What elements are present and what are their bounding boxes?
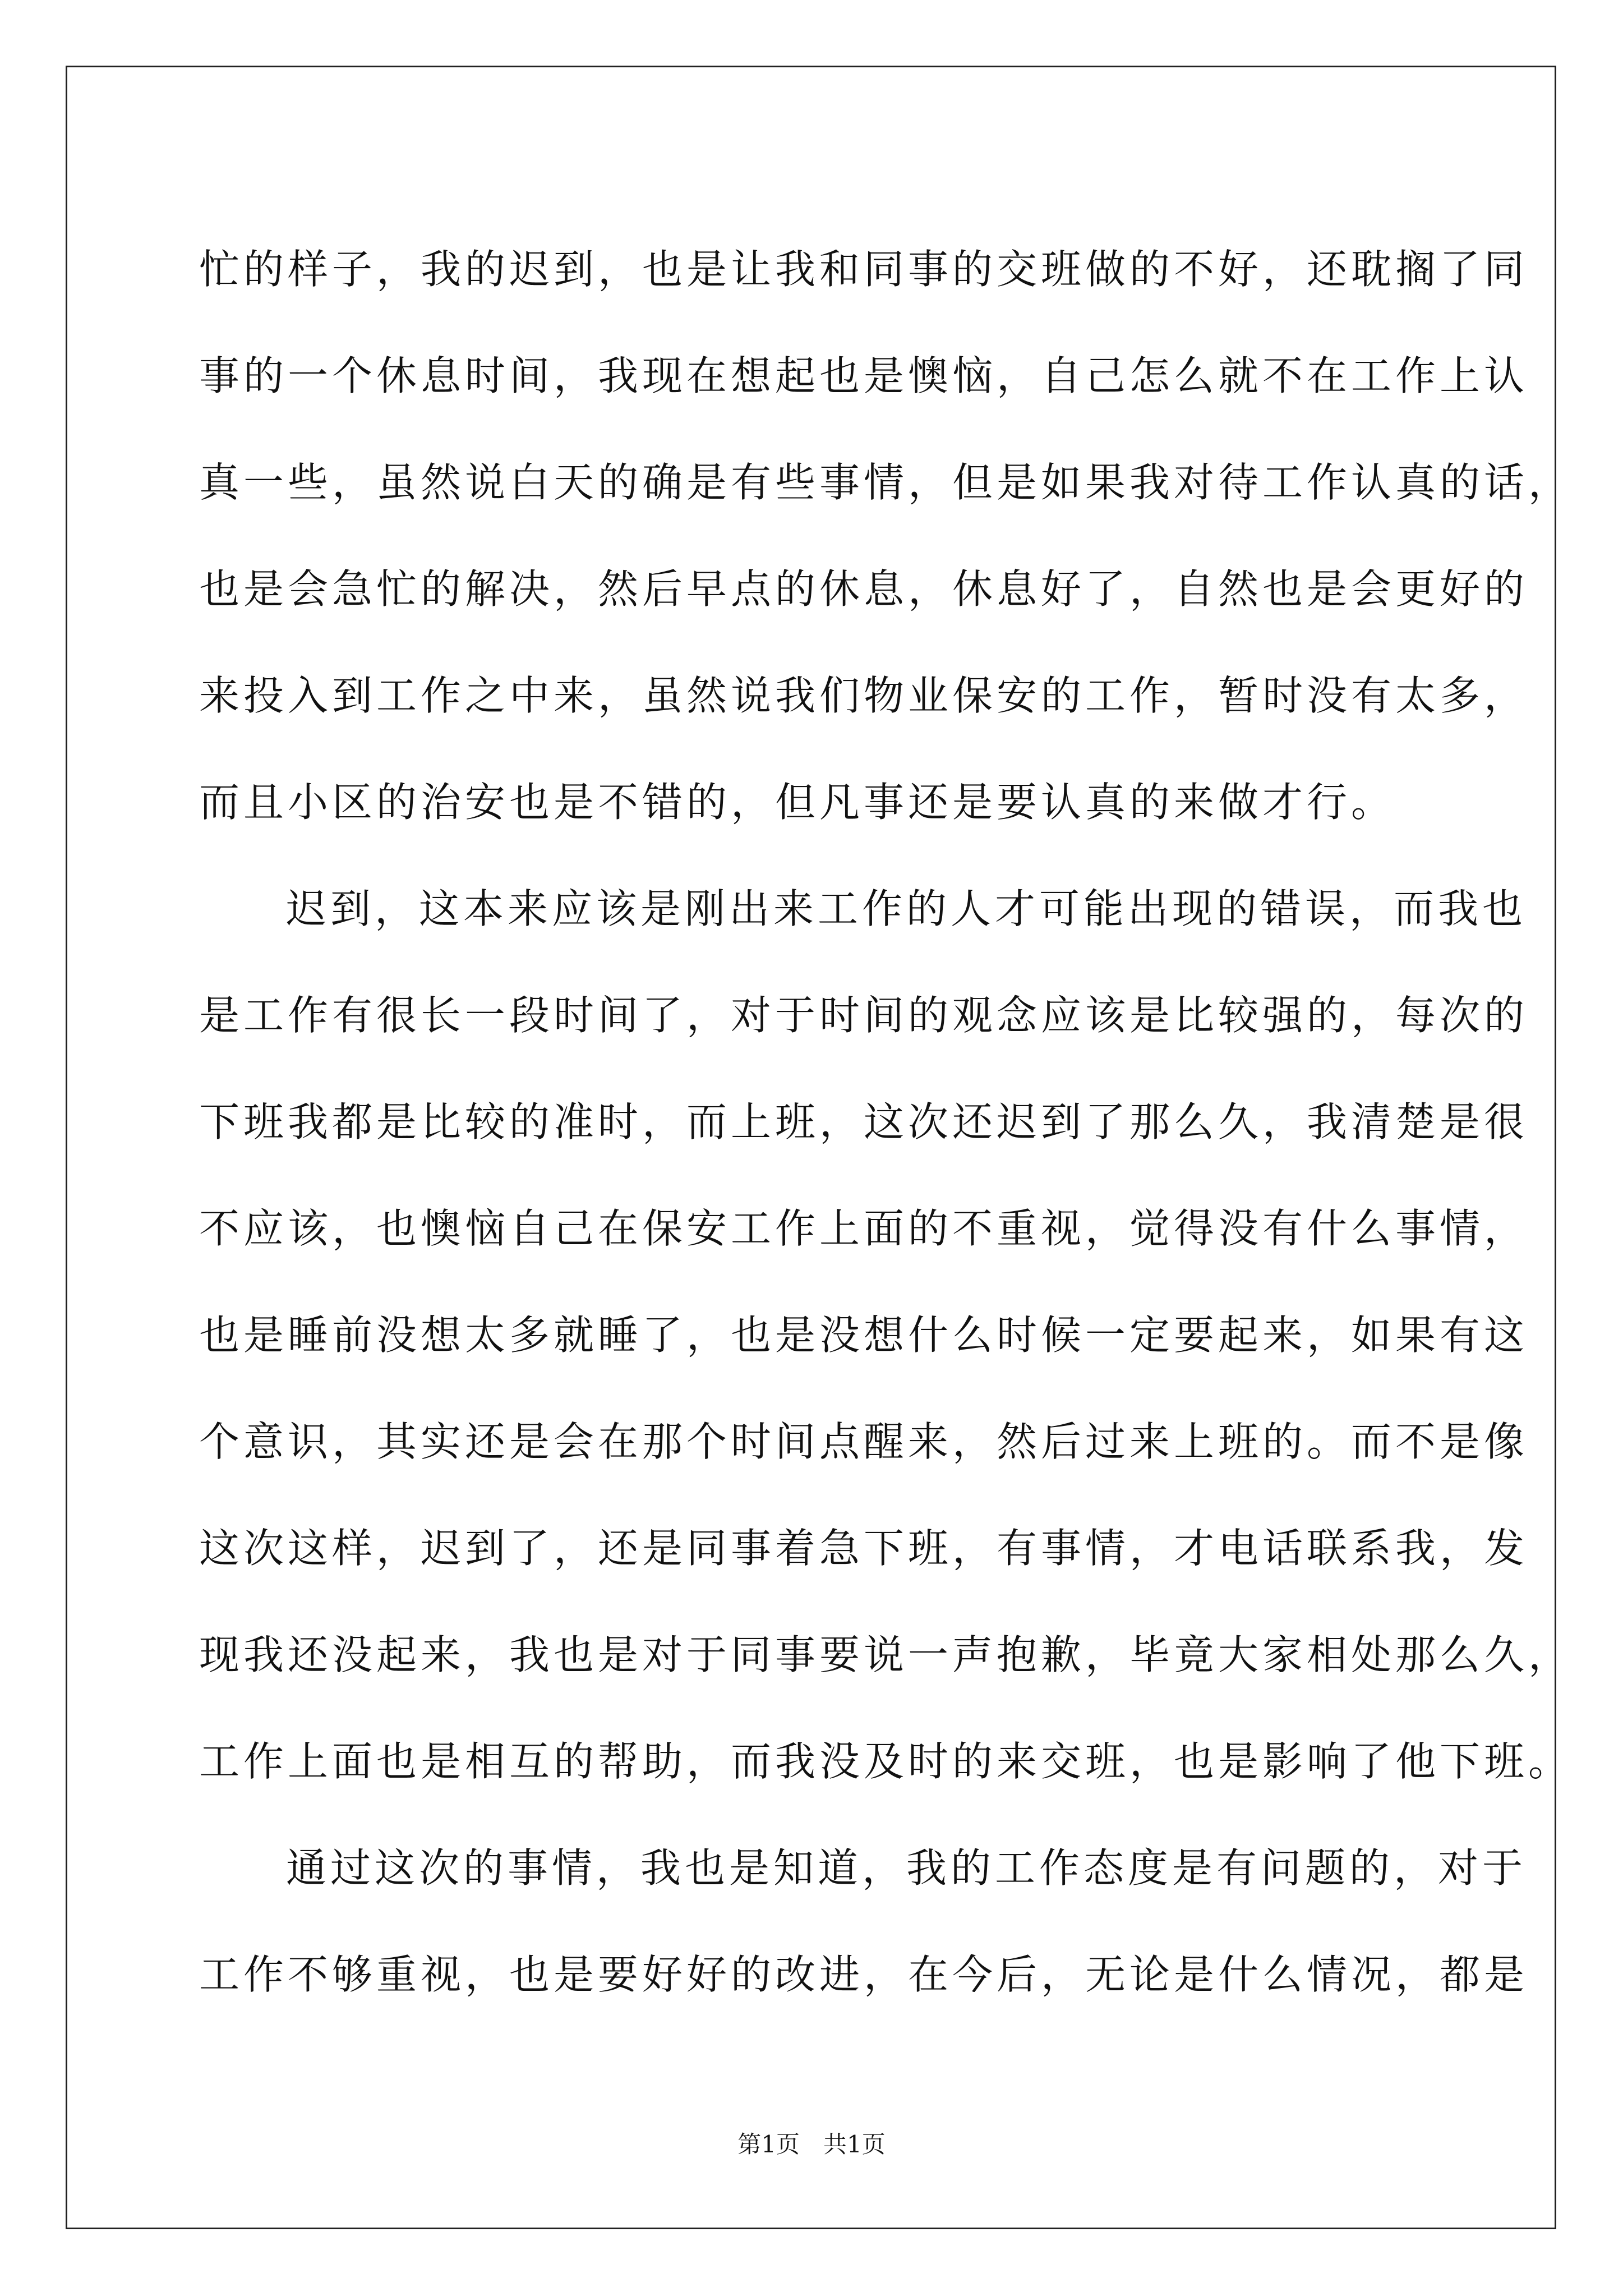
text-line: 也是会急忙的解决，然后早点的休息，休息好了，自然也是会更好的 — [199, 565, 1529, 613]
text-line: 来投入到工作之中来，虽然说我们物业保安的工作，暂时没有太多， — [199, 672, 1529, 719]
text-line: 迟到，这本来应该是刚出来工作的人才可能出现的错误，而我也 — [286, 885, 1527, 932]
text-line: 工作上面也是相互的帮助，而我没及时的来交班，也是影响了他下班。 — [199, 1738, 1573, 1785]
text-line: 忙的样子，我的迟到，也是让我和同事的交班做的不好，还耽搁了同 — [199, 246, 1529, 293]
text-line: 下班我都是比较的准时，而上班，这次还迟到了那么久，我清楚是很 — [199, 1098, 1529, 1145]
text-line: 是工作有很长一段时间了，对于时间的观念应该是比较强的，每次的 — [199, 992, 1529, 1039]
page-footer: 第1页 共1页 — [737, 2131, 886, 2158]
text-line: 个意识，其实还是会在那个时间点醒来，然后过来上班的。而不是像 — [199, 1418, 1529, 1465]
document-body — [199, 216, 1573, 2028]
text-line: 也是睡前没想太多就睡了，也是没想什么时候一定要起来，如果有这 — [199, 1312, 1529, 1359]
text-line: 而且小区的治安也是不错的，但凡事还是要认真的来做才行。 — [199, 779, 1396, 826]
text-line: 工作不够重视，也是要好好的改进，在今后，无论是什么情况，都是 — [199, 1951, 1529, 1998]
text-line: 通过这次的事情，我也是知道，我的工作态度是有问题的，对于 — [286, 1844, 1527, 1892]
text-line: 现我还没起来，我也是对于同事要说一声抱歉，毕竟大家相处那么久， — [199, 1631, 1573, 1678]
text-line: 事的一个休息时间，我现在想起也是懊恼，自己怎么就不在工作上认 — [199, 352, 1529, 399]
text-line: 这次这样，迟到了，还是同事着急下班，有事情，才电话联系我，发 — [199, 1525, 1529, 1572]
text-line: 真一些，虽然说白天的确是有些事情，但是如果我对待工作认真的话， — [199, 459, 1573, 506]
text-line: 不应该，也懊恼自己在保安工作上面的不重视，觉得没有什么事情， — [199, 1205, 1529, 1252]
